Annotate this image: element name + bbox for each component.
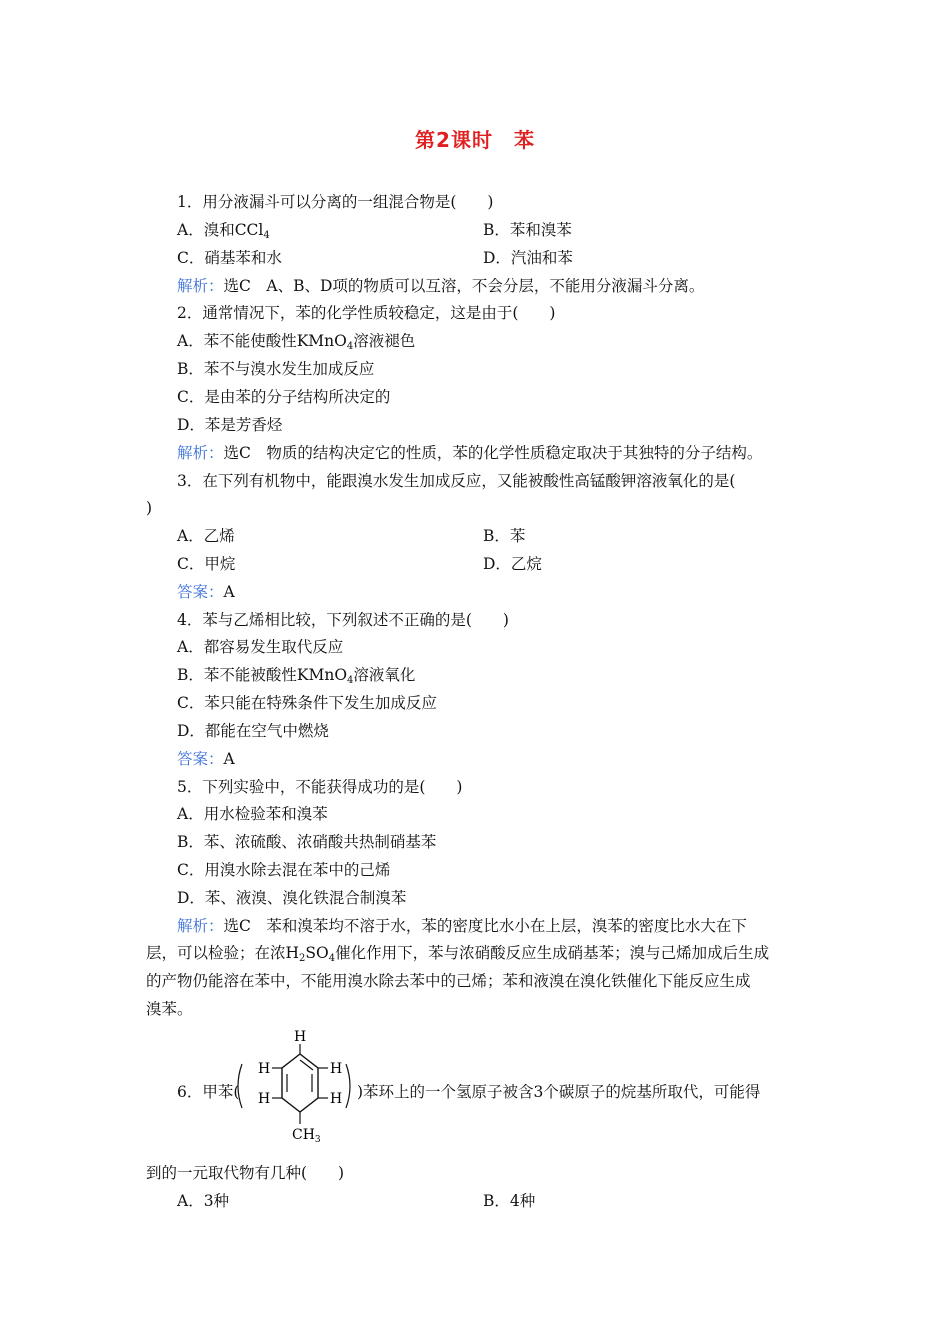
q2-analysis: 解析：选C 物质的结构决定它的性质，苯的化学性质稳定取决于其独特的分子结构。 <box>177 444 763 462</box>
right-bracket <box>346 1064 350 1108</box>
q6-stem-continued: 到的一元取代物有几种( ) <box>146 1164 345 1182</box>
q1-stem: 1．用分液漏斗可以分离的一组混合物是( ) <box>177 193 494 211</box>
q3-answer: 答案：A <box>177 583 235 601</box>
q6-option-b: B．4种 <box>483 1192 536 1210</box>
q3-stem: 3．在下列有机物中，能跟溴水发生加成反应，又能被酸性高锰酸钾溶液氧化的是( <box>177 472 736 490</box>
q1-option-a: A．溴和CCl$_4$ <box>177 221 270 241</box>
q6-stem-prefix: 6．甲苯( <box>177 1083 240 1101</box>
q2-option-a: A．苯不能使酸性KMnO$_4$溶液褪色 <box>177 332 416 352</box>
q5-option-c: C．用溴水除去混在苯中的己烯 <box>177 861 391 879</box>
q4-answer: 答案：A <box>177 750 235 768</box>
h-atom-right-2: H <box>330 1091 343 1107</box>
h-atom-left-1: H <box>258 1061 271 1077</box>
answer-label: 答案： <box>177 583 224 601</box>
q3-option-d: D．乙烷 <box>483 555 542 573</box>
q1-option-b: B．苯和溴苯 <box>483 221 572 239</box>
q5-analysis-line-1: 解析：选C 苯和溴苯均不溶于水，苯的密度比水小在上层，溴苯的密度比水大在下 <box>177 917 747 935</box>
q4-stem: 4．苯与乙烯相比较，下列叙述不正确的是( ) <box>177 611 509 629</box>
q5-analysis-line-4: 溴苯。 <box>146 1000 193 1018</box>
q2-stem: 2．通常情况下，苯的化学性质较稳定，这是由于( ) <box>177 304 556 322</box>
toluene-structure <box>232 1028 356 1152</box>
q1-option-c: C．硝基苯和水 <box>177 249 282 267</box>
q3-option-b: B．苯 <box>483 527 526 545</box>
h-atom-left-2: H <box>258 1091 271 1107</box>
h-atom-right-1: H <box>330 1061 343 1077</box>
page-title: 第2课时 苯 <box>415 128 535 152</box>
q5-stem: 5．下列实验中，不能获得成功的是( ) <box>177 778 463 796</box>
q5-option-b: B．苯、浓硫酸、浓硝酸共热制硝基苯 <box>177 833 437 851</box>
q5-analysis-line-2: 层，可以检验；在浓$H_2SO_4$催化作用下，苯与浓硝酸反应生成硝基苯；溴与己烯加成后生成 <box>146 944 770 964</box>
toluene-structure-drawing <box>232 1028 356 1148</box>
methyl-group: $CH_3$ <box>292 1127 321 1145</box>
q5-option-d: D．苯、液溴、溴化铁混合制溴苯 <box>177 889 407 907</box>
analysis-label: 解析： <box>177 277 224 295</box>
answer-label: 答案： <box>177 750 224 768</box>
q1-option-d: D．汽油和苯 <box>483 249 573 267</box>
q1-analysis: 解析：选C A、B、D项的物质可以互溶，不会分层，不能用分液漏斗分离。 <box>177 277 705 295</box>
left-bracket <box>238 1064 242 1108</box>
q2-option-b: B．苯不与溴水发生加成反应 <box>177 360 375 378</box>
q2-option-c: C．是由苯的分子结构所决定的 <box>177 388 391 406</box>
q4-option-a: A．都容易发生取代反应 <box>177 638 344 656</box>
q5-option-a: A．用水检验苯和溴苯 <box>177 805 328 823</box>
q4-option-c: C．苯只能在特殊条件下发生加成反应 <box>177 694 437 712</box>
q6-option-a: A．3种 <box>177 1192 230 1210</box>
q6-stem-suffix: )苯环上的一个氢原子被含3个碳原子的烷基所取代，可能得 <box>357 1083 761 1101</box>
q3-stem-continued: ) <box>146 499 153 517</box>
q4-option-b: B．苯不能被酸性KMnO$_4$溶液氧化 <box>177 666 416 686</box>
q3-option-a: A．乙烯 <box>177 527 235 545</box>
h-atom-top: H <box>294 1029 307 1045</box>
analysis-label: 解析： <box>177 444 224 462</box>
q4-option-d: D．都能在空气中燃烧 <box>177 722 329 740</box>
analysis-label: 解析： <box>177 917 224 935</box>
q3-option-c: C．甲烷 <box>177 555 236 573</box>
q2-option-d: D．苯是芳香烃 <box>177 416 283 434</box>
q5-analysis-line-3: 的产物仍能溶在苯中，不能用溴水除去苯中的己烯；苯和液溴在溴化铁催化下能反应生成 <box>146 972 751 990</box>
